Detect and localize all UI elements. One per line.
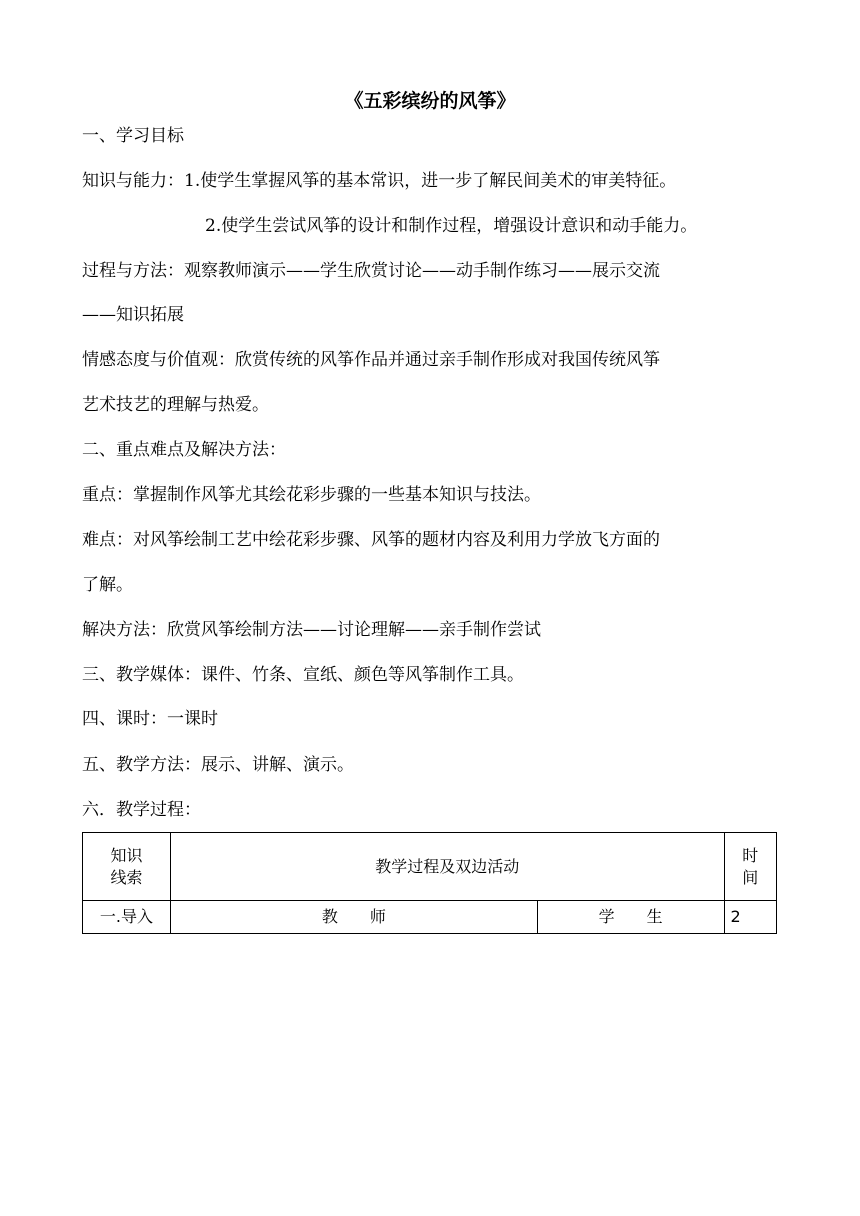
header-time-line-1: 时 bbox=[742, 845, 759, 865]
row-teacher-header: 教 师 bbox=[170, 901, 537, 934]
objective-knowledge-2: 2.使学生尝试风筝的设计和制作过程，增强设计意识和动手能力。 bbox=[205, 216, 698, 236]
section-heading-objectives: 一、学习目标 bbox=[82, 126, 184, 146]
row-time-value: 2 bbox=[724, 901, 776, 934]
header-knowledge-clue-line-2: 线索 bbox=[110, 867, 143, 887]
section-heading-process: 六．教学过程： bbox=[82, 800, 201, 820]
objective-process-line-2: ——知识拓展 bbox=[82, 305, 184, 325]
section-heading-key-points: 二、重点难点及解决方法： bbox=[82, 440, 286, 460]
objective-knowledge-1: 知识与能力：1.使学生掌握风筝的基本常识，进一步了解民间美术的审美特征。 bbox=[82, 171, 677, 191]
header-time-line-2: 间 bbox=[742, 867, 759, 887]
key-point-text: 重点：掌握制作风筝尤其绘花彩步骤的一些基本知识与技法。 bbox=[82, 485, 541, 505]
objective-process-line-1: 过程与方法：观察教师演示——学生欣赏讨论——动手制作练习——展示交流 bbox=[82, 261, 660, 281]
header-knowledge-clue bbox=[83, 833, 171, 901]
section-heading-media: 三、教学媒体：课件、竹条、宣纸、颜色等风筝制作工具。 bbox=[82, 665, 524, 685]
teaching-process-table bbox=[82, 832, 777, 934]
header-knowledge-clue-line-1: 知识 bbox=[110, 845, 143, 865]
section-heading-methods: 五、教学方法：展示、讲解、演示。 bbox=[82, 755, 354, 775]
table-header-row bbox=[83, 833, 777, 901]
solution-method-text: 解决方法：欣赏风筝绘制方法——讨论理解——亲手制作尝试 bbox=[82, 620, 541, 640]
row-student-header: 学 生 bbox=[537, 901, 724, 934]
row-section-intro: 一.导入 bbox=[83, 901, 171, 934]
header-time bbox=[724, 833, 776, 901]
objective-emotion-line-1: 情感态度与价值观：欣赏传统的风筝作品并通过亲手制作形成对我国传统风筝 bbox=[82, 350, 660, 370]
header-process-activities: 教学过程及双边活动 bbox=[170, 833, 724, 901]
objective-emotion-line-2: 艺术技艺的理解与热爱。 bbox=[82, 395, 269, 415]
table-row bbox=[83, 901, 777, 934]
difficult-point-line-1: 难点：对风筝绘制工艺中绘花彩步骤、风筝的题材内容及利用力学放飞方面的 bbox=[82, 530, 660, 550]
section-heading-class-hours: 四、课时：一课时 bbox=[82, 709, 218, 729]
document-title: 《五彩缤纷的风筝》 bbox=[344, 90, 516, 112]
difficult-point-line-2: 了解。 bbox=[82, 575, 133, 595]
